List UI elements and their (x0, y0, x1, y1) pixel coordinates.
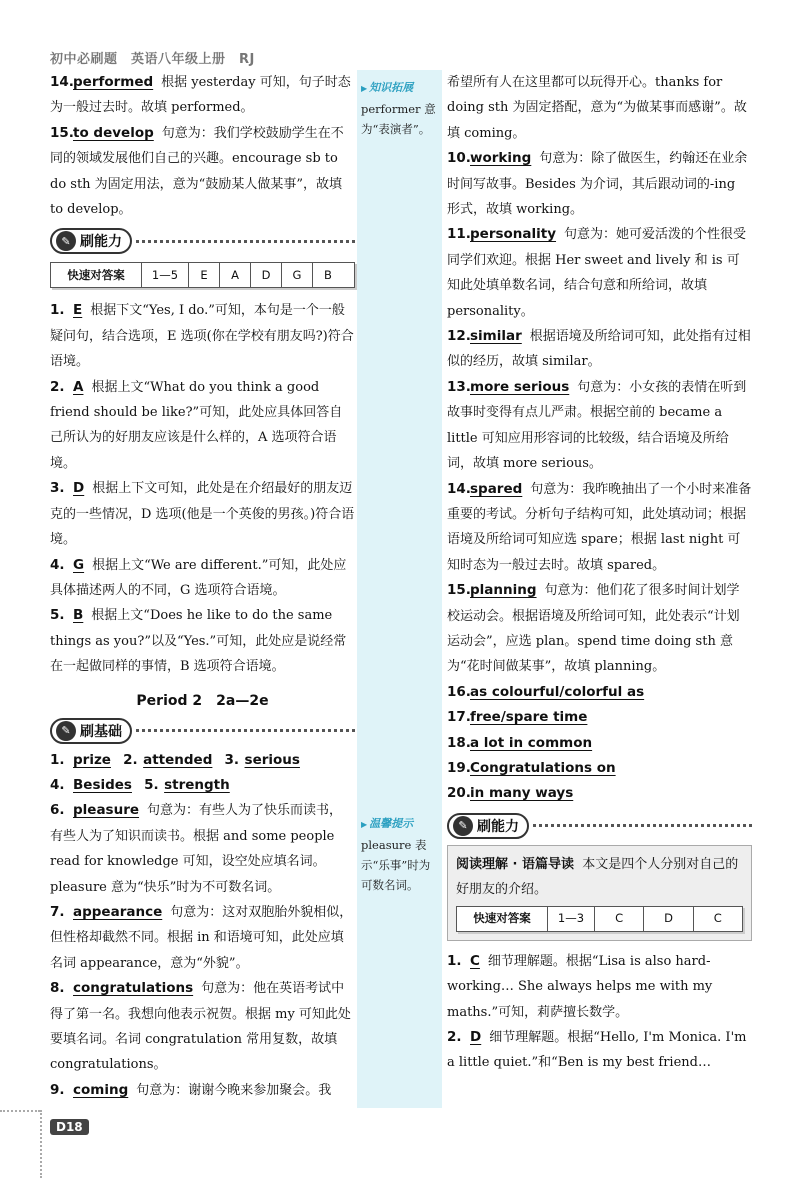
item-answer: pleasure (73, 802, 140, 819)
note-tag: ▶ 知识拓展 (361, 78, 441, 99)
answer-item (447, 375, 752, 477)
item-number: 15. (50, 124, 74, 141)
answer-row (447, 705, 752, 730)
answer-item (447, 222, 752, 324)
item-number: 12. (447, 328, 471, 345)
item-number: 3. (224, 751, 240, 768)
item-number: 5. (50, 607, 65, 624)
answer-item (50, 603, 355, 679)
brush-icon: ✎ (453, 816, 473, 836)
item-answer: similar (470, 328, 522, 345)
answer-row (50, 773, 355, 798)
item-number: 4. (50, 776, 65, 793)
note-text: pleasure 表示“乐事”时为可数名词。 (361, 838, 431, 892)
section-heading (447, 811, 752, 841)
continued-text: 希望所有人在这里都可以玩得开心。thanks for doing sth 为固定搭配，意为“为做某事而感谢”。故填 coming。 (447, 75, 747, 141)
item-explanation: 句意为：她可爱活泼的个性很受同学们欢迎。根据 Her sweet and lively 和 is 可知此处填单数名词，结合句意和所给词，故填 personality。 (447, 227, 747, 319)
answer-item (447, 578, 752, 680)
item-answer: Besides (73, 776, 132, 793)
item-answer: in many ways (470, 785, 574, 802)
tip-note (361, 814, 441, 895)
item-number: 2. (447, 1029, 462, 1045)
qa-cell: E (189, 263, 220, 287)
item-answer: D (470, 1029, 482, 1045)
item-number: 1. (50, 751, 65, 768)
answer-item (447, 477, 752, 579)
item-explanation: 根据上文“Does he like to do the same things as you?”以及“Yes.”可知，此处应是说经常在一起做同样的事情，B 选项符合语境。 (50, 608, 347, 675)
item-number: 19. (447, 759, 471, 776)
item-number: 16. (447, 683, 471, 700)
answer-row (447, 731, 752, 756)
answer-item (447, 324, 752, 375)
section-title: 刷基础 (80, 723, 122, 740)
item-explanation: 根据 yesterday 可知，句子时态为一般过去时。故填 performed。 (50, 75, 351, 116)
item-number: 2. (123, 751, 138, 768)
item-number: 8. (50, 980, 65, 997)
dotted-rule (136, 240, 355, 243)
answer-item (447, 146, 752, 222)
answer-item (50, 900, 355, 976)
item-number: 3. (50, 480, 65, 497)
knowledge-note (361, 78, 441, 139)
item-explanation: 根据上下文可知，此处是在介绍最好的朋友迈克的一些情况，D 选项(他是一个英俊的男孩。)符合语境。 (50, 481, 355, 548)
item-explanation: 句意为：这对双胞胎外貌相似，但性格却截然不同。根据 in 和语境可知，此处应填名词 appearance，意为“外貌”。 (50, 904, 353, 971)
right-column (447, 70, 752, 1076)
answer-item (447, 1025, 752, 1076)
page-number: D18 (50, 1119, 89, 1135)
item-explanation: 根据下文“Yes, I do.”可知，本句是一个一般疑问句，结合选项，E 选项(你在学校有朋友吗?)符合语境。 (50, 303, 354, 370)
item-answer: congratulations (73, 980, 194, 997)
answer-item (50, 298, 355, 374)
qa-cell: C (595, 907, 644, 931)
item-number: 14. (50, 74, 74, 90)
answer-item (50, 375, 355, 477)
section-title: 刷能力 (80, 234, 122, 251)
item-explanation: 句意为：他在英语考试中得了第一名。我想向他表示祝贺。根据 my 可知此处要填名词。名词 congratulation 常用复数，故填 congratulations。 (50, 981, 351, 1073)
item-number: 2. (50, 378, 65, 395)
answer-item (50, 121, 355, 223)
corner-dotted-rule (0, 1110, 40, 1112)
note-text: performer 意为“表演者”。 (361, 102, 436, 136)
period-title: Period 2 2a—2e (136, 692, 269, 709)
dotted-rule (533, 824, 752, 827)
item-answer: serious (244, 751, 300, 768)
item-answer: performed (73, 74, 154, 90)
corner-dotted-rule (40, 1110, 42, 1178)
answer-item (50, 798, 355, 900)
left-column (50, 70, 355, 1103)
dotted-rule (136, 729, 355, 732)
section-title: 刷能力 (477, 818, 519, 835)
qa-cell: G (282, 263, 313, 287)
item-number: 5. (144, 776, 159, 793)
item-answer: a lot in common (470, 734, 593, 751)
item-answer: personality (470, 226, 557, 243)
qa-range: 1—5 (142, 263, 189, 287)
margin-notes-column (357, 70, 442, 1108)
qa-cell: D (251, 263, 282, 287)
item-explanation: 句意为：除了做医生，约翰还在业余时间写故事。Besides 为介词，其后跟动词的-ing 形式，故填 working。 (447, 151, 748, 218)
item-number: 9. (50, 1081, 65, 1098)
answer-item (447, 949, 752, 1025)
reading-title: 阅读理解 · 语篇导读 (456, 856, 574, 872)
reading-text: 本文是四个人分别对自己的好朋友的介绍。 (456, 856, 739, 897)
qa-cell: C (713, 911, 722, 926)
qa-range: 1—3 (548, 907, 595, 931)
item-explanation: 根据上文“We are different.”可知，此处应具体描述两人的不同，G 选项符合语境。 (50, 557, 347, 598)
answer-row (447, 781, 752, 806)
item-answer: planning (470, 582, 537, 599)
item-answer: B (73, 607, 84, 624)
item-number: 6. (50, 802, 65, 819)
item-answer: Congratulations on (470, 759, 616, 776)
item-number: 11. (447, 226, 471, 243)
qa-cell: A (220, 263, 251, 287)
item-answer: prize (73, 751, 111, 768)
quick-answer-table (50, 262, 355, 288)
item-number: 20. (447, 785, 471, 802)
item-number: 1. (447, 952, 462, 969)
item-explanation: 细节理解题。根据“Hello, I'm Monica. I'm a little quiet.”和“Ben is my best friend… (447, 1030, 747, 1071)
item-answer: as colourful/colorful as (470, 683, 645, 700)
answer-item (50, 1078, 355, 1103)
item-number: 18. (447, 734, 471, 751)
answer-row (50, 748, 355, 773)
item-answer: strength (164, 776, 230, 793)
item-number: 14. (447, 480, 471, 497)
answer-row (447, 756, 752, 781)
section-heading (50, 226, 355, 256)
item-number: 1. (50, 302, 65, 319)
item-answer: E (73, 302, 83, 319)
item-number: 15. (447, 582, 471, 599)
item-number: 17. (447, 709, 471, 726)
item-answer: A (73, 378, 84, 395)
item-explanation: 根据上文“What do you think a good friend should be like?”可知，此处应具体回答自己所认为的好朋友应该是什么样的，A 选项符合语境。 (50, 379, 343, 471)
item-answer: free/spare time (470, 709, 588, 726)
qa-cell: D (644, 907, 693, 931)
item-answer: spared (470, 480, 523, 497)
item-explanation: 根据语境及所给词可知，此处指有过相似的经历，故填 similar。 (447, 329, 751, 370)
item-answer: C (470, 952, 480, 969)
item-number: 10. (447, 150, 471, 167)
item-answer: to develop (73, 124, 154, 141)
item-explanation: 句意为：小女孩的表情在听到故事时变得有点儿严肃。根据空前的 became a little 可知应用形容词的比较级，结合语境及所给词，故填 more serious。 (447, 379, 747, 472)
item-number: 7. (50, 903, 65, 920)
item-answer: more serious (470, 378, 570, 395)
reading-summary-box (447, 845, 752, 941)
quick-answer-table (456, 906, 743, 932)
item-number: 13. (447, 378, 471, 395)
item-number: 4. (50, 556, 65, 573)
qa-cell: B (324, 268, 332, 283)
item-answer: coming (73, 1081, 129, 1098)
answer-item (50, 476, 355, 552)
section-heading (50, 716, 355, 746)
item-answer: working (470, 150, 532, 167)
brush-icon: ✎ (56, 231, 76, 251)
item-answer: attended (143, 751, 213, 768)
item-explanation: 句意为：我们学校鼓励学生在不同的领域发展他们自己的兴趣。encourage sb to do sth 为固定用法，意为“鼓励某人做某事”，故填 to develop。 (50, 125, 344, 218)
item-explanation: 细节理解题。根据“Lisa is also hard-working… She always helps me with my maths.”可知，莉萨擅长数学。 (447, 953, 713, 1020)
qa-label: 快速对答案 (51, 263, 142, 287)
item-explanation: 句意为：谢谢今晚来参加聚会。我 (136, 1082, 332, 1098)
answer-item (50, 976, 355, 1078)
note-tag: ▶ 温馨提示 (361, 814, 441, 835)
qa-label: 快速对答案 (457, 907, 548, 931)
item-explanation: 句意为：有些人为了快乐而读书，有些人为了知识而读书。根据 and some people read for knowledge 可知，设空处应填名词。pleasure 意为“快乐”时为不可数名词。 (50, 803, 343, 895)
running-header: 初中必刷题 英语八年级上册 RJ (50, 52, 255, 67)
answer-row (447, 680, 752, 705)
answer-item (50, 553, 355, 604)
item-answer: D (73, 480, 85, 497)
item-answer: G (73, 556, 85, 573)
brush-icon: ✎ (56, 721, 76, 741)
item-answer: appearance (73, 903, 163, 920)
item-explanation: 句意为：他们花了很多时间计划学校运动会。根据语境及所给词可知，此处表示“计划运动会”，应选 plan。spend time doing sth 意为“花时间做某事”，故填 planning。 (447, 583, 740, 675)
item-explanation: 句意为：我昨晚抽出了一个小时来准备重要的考试。分析句子结构可知，此处填动词；根据语境及所给词可知应选 spare；根据 last night 可知时态为一般过去时。故填 spared。 (447, 481, 752, 573)
answer-item (50, 70, 355, 121)
